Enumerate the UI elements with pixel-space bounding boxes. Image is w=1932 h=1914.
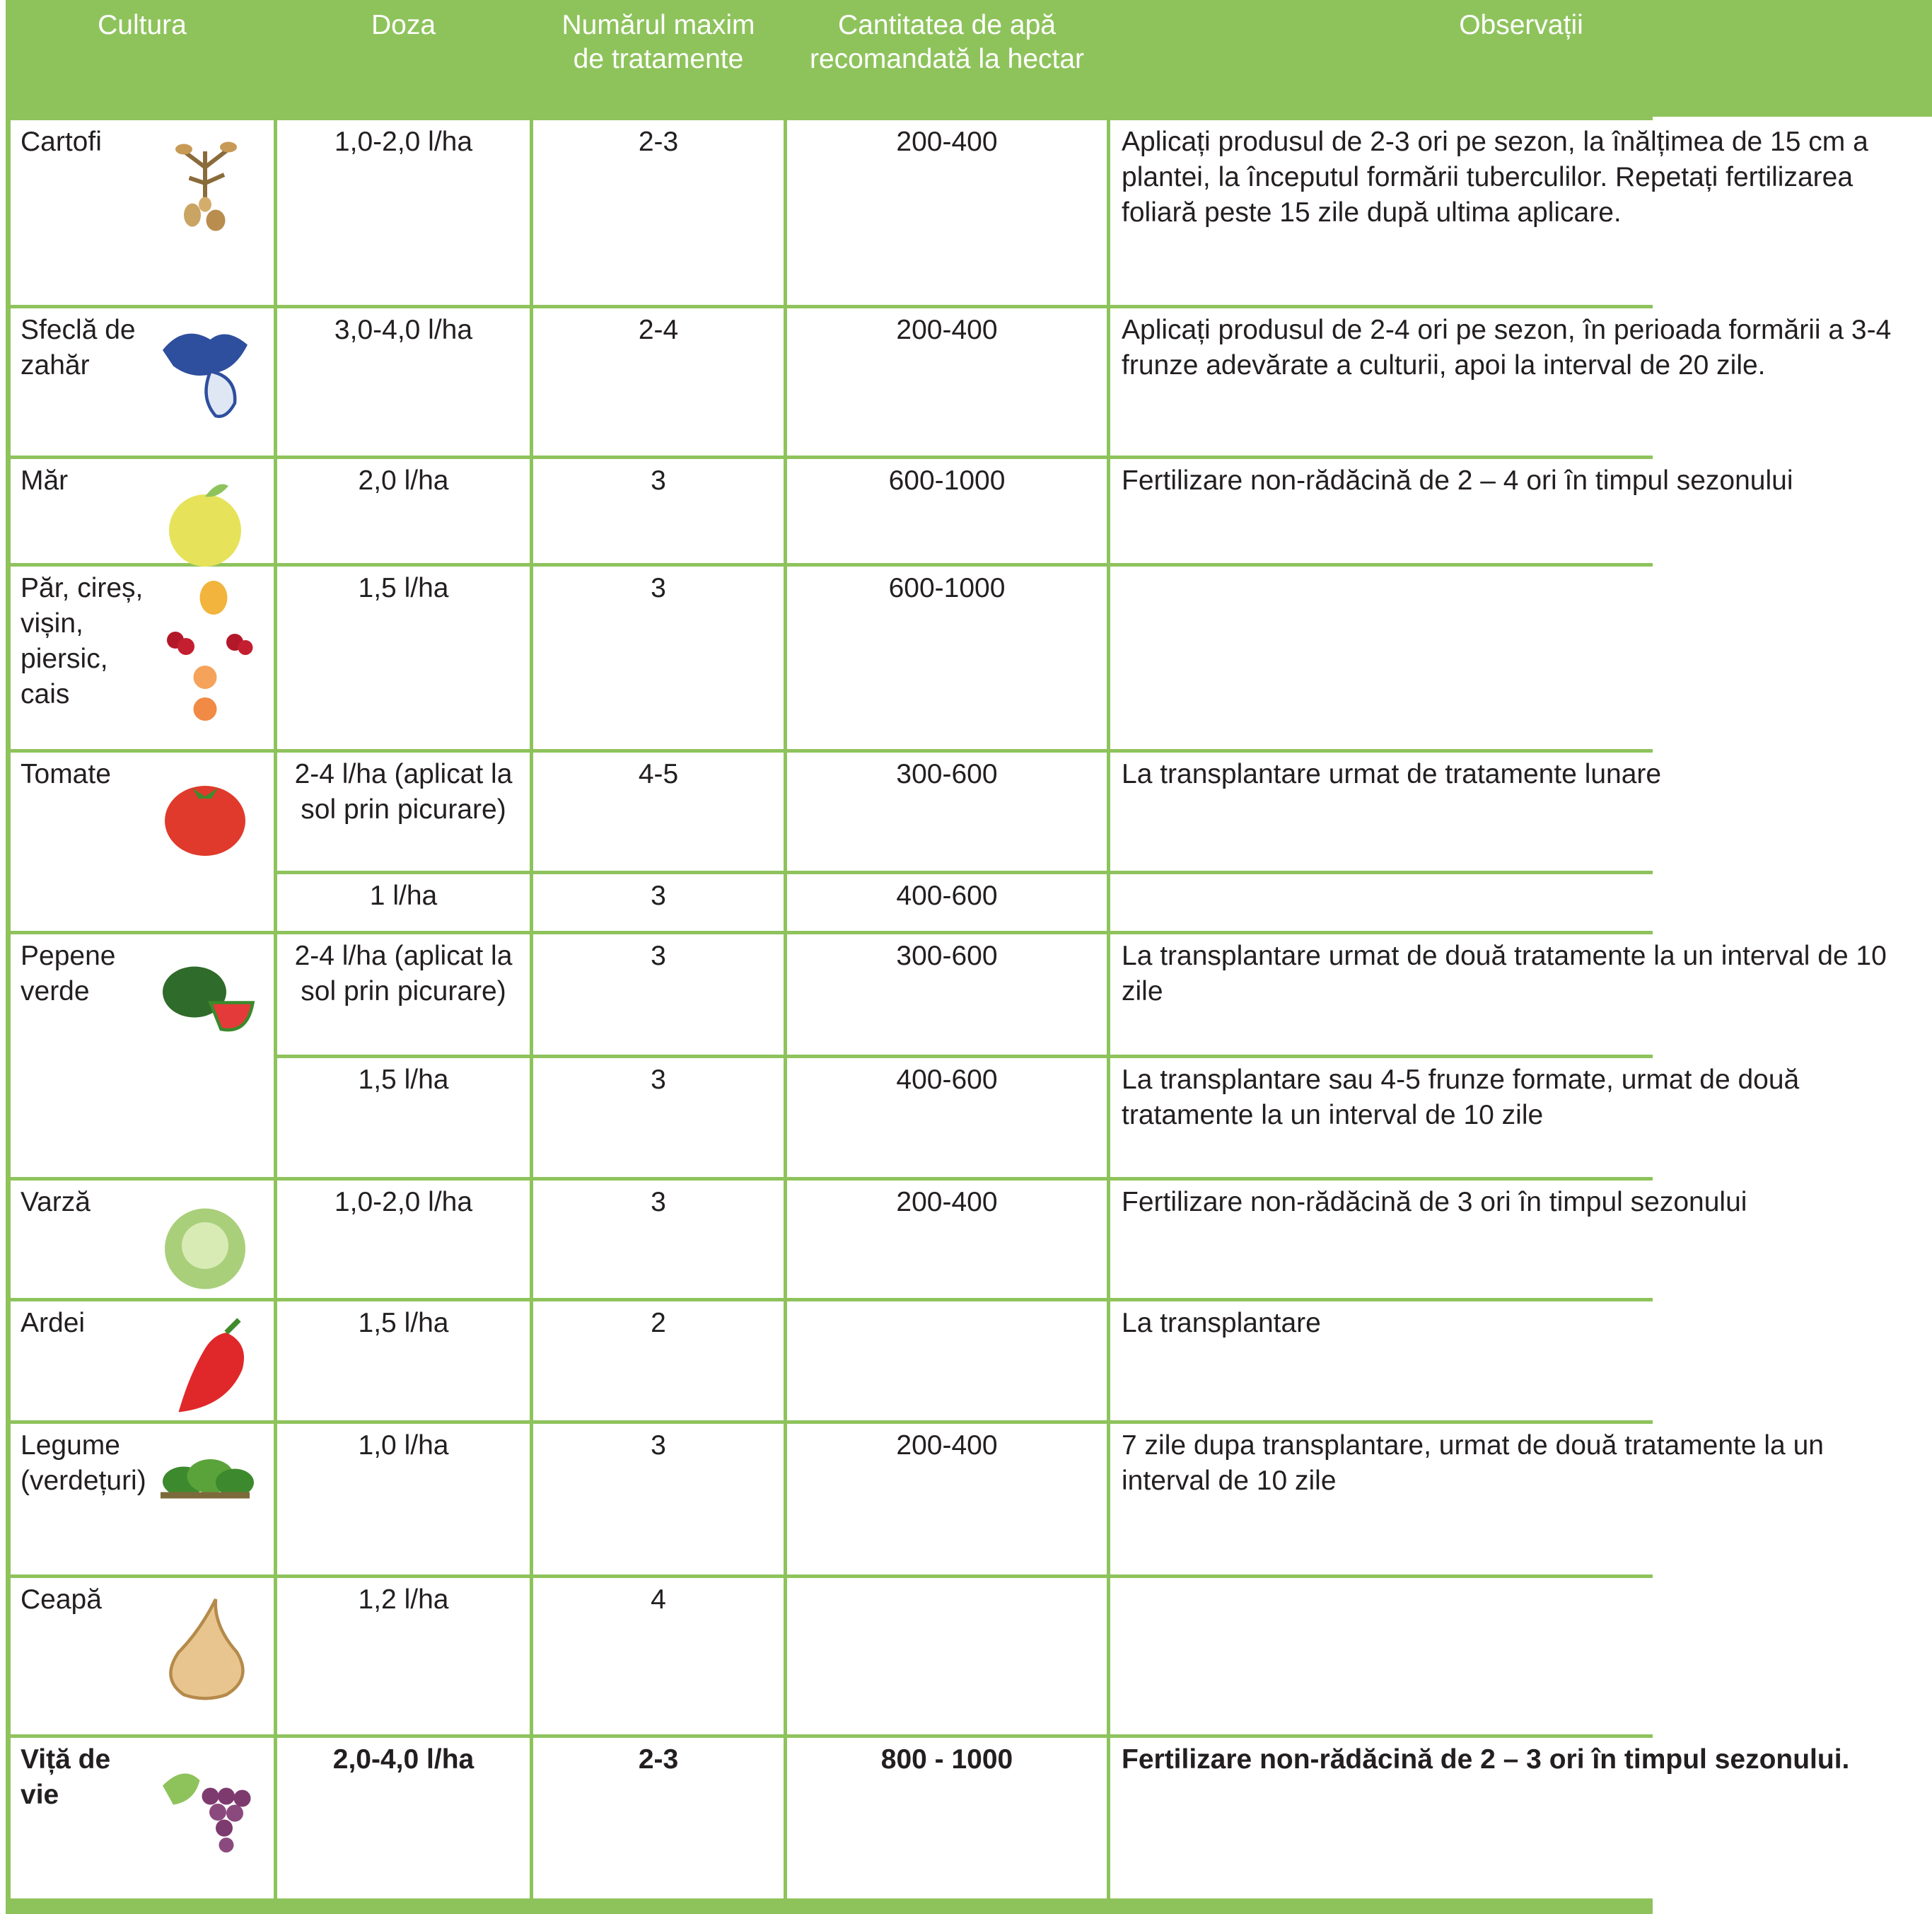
table-row-dose: 2,0 l/ha — [277, 459, 530, 563]
table-row-crop — [11, 1301, 274, 1420]
table-row-notes — [1110, 874, 1932, 931]
greens-icon — [152, 1434, 258, 1540]
table-row-dose: 1,0-2,0 l/ha — [277, 1181, 530, 1298]
table-row-max: 2-3 — [533, 1738, 784, 1898]
table-row-notes: Fertilizare non-rădăcină de 2 – 4 ori în timpul sezonului — [1110, 459, 1932, 563]
watermelon-icon — [152, 944, 258, 1050]
table-row-water: 300-600 — [787, 753, 1107, 871]
table-row-water — [787, 1578, 1107, 1734]
table-row-water: 200-400 — [787, 1181, 1107, 1298]
table-row-crop — [11, 120, 274, 305]
table-row-max: 3 — [533, 1058, 784, 1177]
table-row-notes: 7 zile dupa transplantare, urmat de două tratamente la un interval de 10 zile — [1110, 1424, 1932, 1574]
table-row-dose: 1,0-2,0 l/ha — [277, 120, 530, 305]
table-row-water: 300-600 — [787, 934, 1107, 1055]
table-row-water: 800 - 1000 — [787, 1738, 1107, 1898]
table-row-max: 2-3 — [533, 120, 784, 305]
table-row-max: 2 — [533, 1301, 784, 1420]
crop-name: Tomate — [21, 759, 111, 789]
table-row-dose: 1,2 l/ha — [277, 1578, 530, 1734]
table-row-dose: 1,0 l/ha — [277, 1424, 530, 1574]
table-row-notes: Fertilizare non-rădăcină de 3 ori în timpul sezonului — [1110, 1181, 1932, 1298]
crop-name: Păr, cireș, vișin, piersic, cais — [21, 573, 144, 709]
table-row-crop — [11, 459, 274, 563]
crop-name: Varză — [21, 1187, 91, 1217]
header-crop: Cultura — [11, 0, 274, 117]
table-row-max: 4 — [533, 1578, 784, 1734]
table-row-notes — [1110, 1578, 1932, 1734]
crop-name: Cartofi — [21, 127, 102, 157]
table-row-max: 3 — [533, 874, 784, 931]
table-row-notes: La transplantare — [1110, 1301, 1932, 1420]
table-row-max: 3 — [533, 1181, 784, 1298]
table-row-max: 4-5 — [533, 753, 784, 871]
table-row-dose: 1,5 l/ha — [277, 1301, 530, 1420]
header-notes: Observații — [1110, 0, 1932, 117]
table-row-max: 3 — [533, 567, 784, 749]
table-row-water: 600-1000 — [787, 459, 1107, 563]
table-row-crop — [11, 567, 274, 749]
table-row-water: 600-1000 — [787, 567, 1107, 749]
table-row-notes: La transplantare urmat de tratamente lunare — [1110, 753, 1932, 871]
sugar-beet-icon — [152, 318, 258, 424]
table-row-notes: Aplicați produsul de 2-3 ori pe sezon, la înălțimea de 15 cm a plantei, la începutul formării tuberculilor. Repetați fertilizarea foliară peste 15 zile după ultima aplicare. — [1110, 120, 1932, 305]
crop-name: Sfeclă de zahăr — [21, 315, 136, 381]
table-row-dose: 3,0-4,0 l/ha — [277, 308, 530, 456]
table-row-notes: La transplantare urmat de două tratamente la un interval de 10 zile — [1110, 934, 1932, 1055]
table-row-crop — [11, 308, 274, 456]
crop-name: Legume (verdețuri) — [21, 1430, 146, 1496]
table-row-crop — [11, 934, 274, 1177]
table-row-dose: 1 l/ha — [277, 874, 530, 931]
fruit-trees-icon — [152, 576, 258, 725]
table-row-dose: 2-4 l/ha (aplicat la sol prin picurare) — [277, 753, 530, 871]
crop-name: Viță de vie — [21, 1744, 111, 1810]
table-row-max: 3 — [533, 934, 784, 1055]
crop-name: Măr — [21, 465, 69, 496]
table-row-notes — [1110, 567, 1932, 749]
header-water: Cantitatea de apă recomandată la hectar — [787, 0, 1107, 117]
crop-name: Pepene verde — [21, 941, 116, 1007]
crop-name: Ardei — [21, 1308, 86, 1338]
apple-icon — [152, 469, 258, 575]
cabbage-icon — [152, 1190, 258, 1297]
table-row-notes: Fertilizare non-rădăcină de 2 – 3 ori în timpul sezonului. — [1110, 1738, 1932, 1898]
crop-name: Ceapă — [21, 1584, 102, 1615]
table-row-notes: La transplantare sau 4-5 frunze formate, urmat de două tratamente la un interval de 10 zile — [1110, 1058, 1932, 1177]
onion-icon — [152, 1592, 258, 1712]
header-dose: Doza — [277, 0, 530, 117]
table-row-crop — [11, 1738, 274, 1898]
table-row-water: 400-600 — [787, 874, 1107, 931]
table-row-dose: 2-4 l/ha (aplicat la sol prin picurare) — [277, 934, 530, 1055]
table-row-water: 200-400 — [787, 1424, 1107, 1574]
table-row-max: 3 — [533, 1424, 784, 1574]
pepper-icon — [152, 1311, 258, 1417]
tomato-icon — [152, 762, 258, 869]
table-row-max: 2-4 — [533, 308, 784, 456]
table-row-water: 400-600 — [787, 1058, 1107, 1177]
table-row-crop — [11, 1424, 274, 1574]
grape-icon — [152, 1752, 258, 1872]
fertilizer-table — [6, 0, 1892, 1914]
header-max-treatments: Numărul maxim de tratamente — [533, 0, 784, 117]
table-row-max: 3 — [533, 459, 784, 563]
potato-plant-icon — [152, 130, 258, 236]
table-row-water — [787, 1301, 1107, 1420]
table-row-dose: 1,5 l/ha — [277, 567, 530, 749]
table-row-dose: 1,5 l/ha — [277, 1058, 530, 1177]
table-row-crop — [11, 1578, 274, 1734]
table-row-crop — [11, 753, 274, 931]
table-row-crop — [11, 1181, 274, 1298]
table-row-notes: Aplicați produsul de 2-4 ori pe sezon, în perioada formării a 3-4 frunze adevărate a culturii, apoi la interval de 20 zile. — [1110, 308, 1932, 456]
table-row-dose: 2,0-4,0 l/ha — [277, 1738, 530, 1898]
table-row-water: 200-400 — [787, 308, 1107, 456]
table-row-water: 200-400 — [787, 120, 1107, 305]
